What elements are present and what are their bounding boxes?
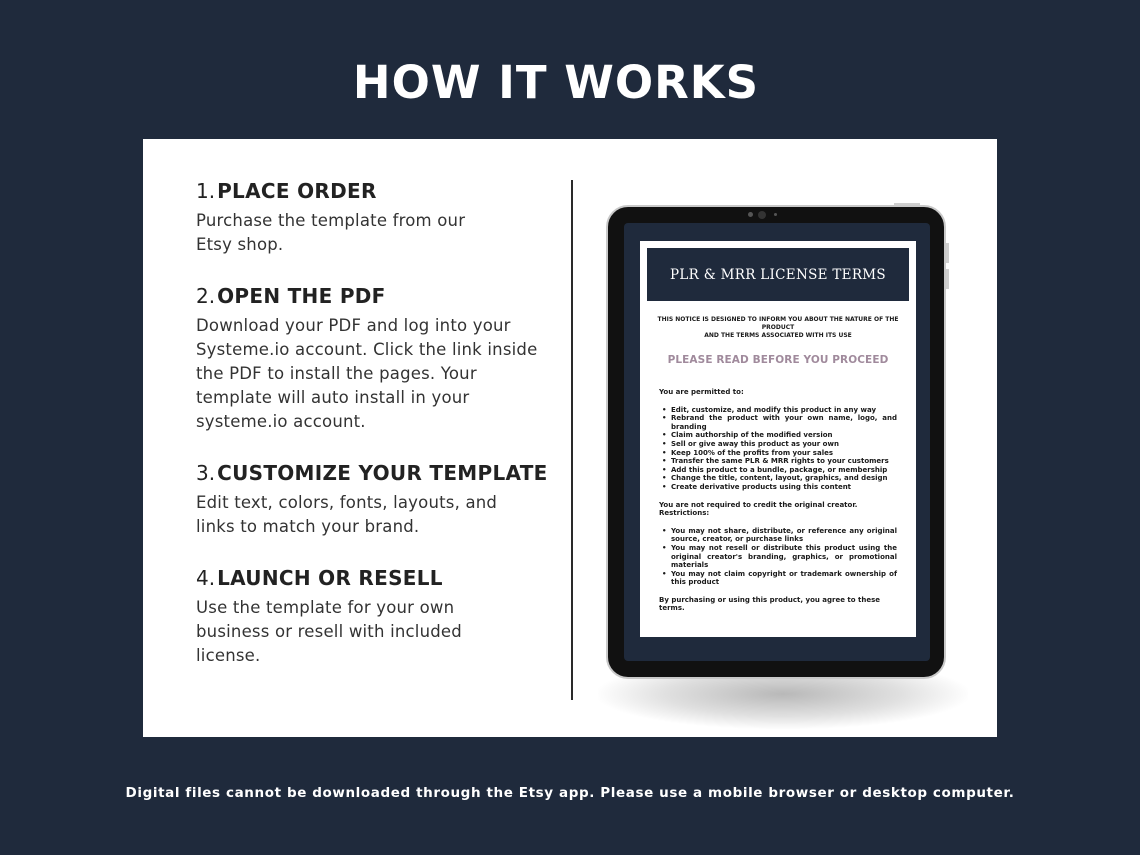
step-number: 2. xyxy=(196,284,216,308)
tablet-screen xyxy=(624,223,930,661)
step-number: 4. xyxy=(196,566,216,590)
tablet-side-button xyxy=(946,243,949,263)
step-title: LAUNCH OR RESELL xyxy=(217,566,443,590)
notice-line: AND THE TERMS ASSOCIATED WITH ITS USE xyxy=(704,332,852,339)
list-item: • Transfer the same PLR & MRR rights to your customers xyxy=(659,457,897,466)
tablet-side-button xyxy=(946,269,949,289)
list-item: • You may not share, distribute, or reference any original source, creator, or purchase links xyxy=(659,527,897,544)
list-item: • Sell or give away this product as your own xyxy=(659,440,897,449)
steps-list xyxy=(196,179,556,695)
step-description: Edit text, colors, fonts, layouts, and links to match your brand. xyxy=(196,493,498,536)
document-header: PLR & MRR LICENSE TERMS xyxy=(647,248,909,301)
notice-text xyxy=(647,316,909,340)
list-item: • Edit, customize, and modify this product in any way xyxy=(659,406,897,415)
sensor-icon xyxy=(774,213,777,216)
agreement-text: By purchasing or using this product, you agree to these terms. xyxy=(659,595,880,613)
terms-section xyxy=(659,388,897,613)
read-before-notice: PLEASE READ BEFORE YOU PROCEED xyxy=(667,354,889,366)
list-item: • You may not resell or distribute this product using the original creator's branding, graphics, or promotional materials xyxy=(659,544,897,570)
list-item: • You may not claim copyright or trademark ownership of this product xyxy=(659,570,897,587)
instructions-card xyxy=(143,139,997,737)
permitted-heading: You are permitted to: xyxy=(659,388,744,396)
list-item: • Keep 100% of the profits from your sales xyxy=(659,449,897,458)
list-item: • Add this product to a bundle, package, or membership xyxy=(659,466,897,475)
vertical-divider xyxy=(571,180,573,700)
step-open-pdf xyxy=(196,284,556,434)
step-customize xyxy=(196,461,556,539)
step-number: 3. xyxy=(196,461,216,485)
list-item: • Rebrand the product with your own name, logo, and branding xyxy=(659,414,897,431)
tablet-mockup xyxy=(606,205,946,679)
permitted-list xyxy=(659,406,897,492)
step-title: OPEN THE PDF xyxy=(217,284,386,308)
step-description: Use the template for your own business or resell with included license. xyxy=(196,598,462,665)
tablet-top-button xyxy=(894,203,920,205)
list-item: • Claim authorship of the modified version xyxy=(659,431,897,440)
license-document xyxy=(640,241,916,637)
restrictions-heading: Restrictions: xyxy=(659,509,710,518)
camera-icon xyxy=(748,212,753,217)
credit-note: You are not required to credit the original creator. xyxy=(659,500,858,509)
restrictions-list xyxy=(659,527,897,587)
footer-disclaimer: Digital files cannot be downloaded through the Etsy app. Please use a mobile browser or desktop computer. xyxy=(125,785,1015,801)
step-description: Purchase the template from our Etsy shop. xyxy=(196,211,466,254)
step-number: 1. xyxy=(196,179,216,203)
list-item: • Change the title, content, layout, graphics, and design xyxy=(659,474,897,483)
list-item: • Create derivative products using this content xyxy=(659,483,897,492)
step-title: CUSTOMIZE YOUR TEMPLATE xyxy=(217,461,548,485)
camera-lens-icon xyxy=(758,211,766,219)
notice-line: THIS NOTICE IS DESIGNED TO INFORM YOU ABOUT THE NATURE OF THE PRODUCT xyxy=(657,316,899,331)
page-title: HOW IT WORKS xyxy=(352,56,760,109)
step-place-order xyxy=(196,179,556,257)
step-description: Download your PDF and log into your Systeme.io account. Click the link inside the PDF to install the pages. Your template will auto install in your systeme.io account. xyxy=(196,316,538,431)
step-title: PLACE ORDER xyxy=(217,179,377,203)
step-launch-resell xyxy=(196,566,556,668)
